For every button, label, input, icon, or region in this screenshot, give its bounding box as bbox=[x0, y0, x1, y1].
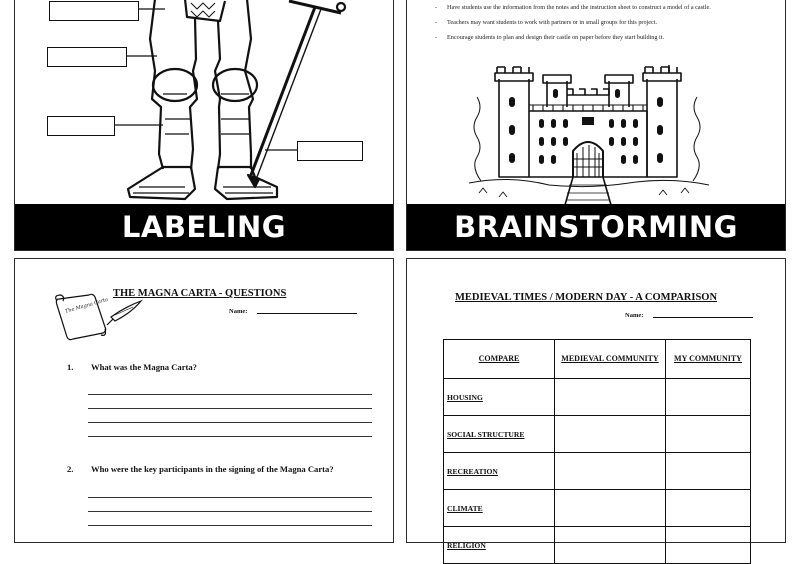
name-label: Name: bbox=[625, 312, 644, 319]
name-line bbox=[257, 313, 357, 314]
worksheet-title: THE MAGNA CARTA - QUESTIONS bbox=[113, 288, 287, 299]
table-cell bbox=[666, 527, 751, 564]
row-label: SOCIAL STRUCTURE bbox=[444, 416, 555, 453]
instruction-item: - Have students use the information from the notes and the instruction sheet to construct a model of a castle. bbox=[429, 4, 773, 12]
castle-illustration bbox=[469, 67, 709, 207]
scroll-quill-icon bbox=[53, 293, 143, 343]
table-row bbox=[444, 379, 751, 416]
answer-line bbox=[88, 408, 372, 409]
labeling-panel bbox=[14, 0, 394, 251]
table-cell bbox=[666, 416, 751, 453]
question-item bbox=[67, 464, 334, 474]
table-cell bbox=[555, 490, 666, 527]
column-header: COMPARE bbox=[444, 340, 555, 379]
name-line bbox=[653, 317, 753, 318]
table-row bbox=[444, 490, 751, 527]
table-row bbox=[444, 453, 751, 490]
instruction-item: - Encourage students to plan and design their castle on paper before they start building it. bbox=[429, 34, 773, 42]
name-field bbox=[229, 308, 357, 315]
table-cell bbox=[555, 453, 666, 490]
question-text: What was the Magna Carta? bbox=[91, 362, 197, 372]
table-row bbox=[444, 416, 751, 453]
questions-panel bbox=[14, 258, 394, 543]
row-label: RECREATION bbox=[444, 453, 555, 490]
name-label: Name: bbox=[229, 308, 248, 315]
comparison-table bbox=[443, 339, 751, 564]
table-cell bbox=[666, 453, 751, 490]
table-cell bbox=[666, 490, 751, 527]
answer-line bbox=[88, 394, 372, 395]
question-number: 1. bbox=[67, 362, 74, 372]
name-field bbox=[625, 312, 753, 319]
question-number: 2. bbox=[67, 464, 74, 474]
question-item bbox=[67, 362, 197, 372]
comparison-panel bbox=[406, 258, 786, 550]
instruction-item: - Teachers may want students to work with partners or in small groups for this project. bbox=[429, 19, 773, 27]
row-label: HOUSING bbox=[444, 379, 555, 416]
row-label: CLIMATE bbox=[444, 490, 555, 527]
label-box bbox=[49, 1, 139, 21]
label-box bbox=[47, 116, 115, 136]
table-row bbox=[444, 527, 751, 564]
answer-line bbox=[88, 511, 372, 512]
label-box bbox=[47, 47, 127, 67]
table-cell bbox=[555, 379, 666, 416]
row-label: RELIGION bbox=[444, 527, 555, 564]
scroll-text: The Magna Carta bbox=[64, 296, 109, 315]
table-cell bbox=[666, 379, 751, 416]
instruction-list bbox=[429, 4, 773, 49]
table-cell bbox=[555, 527, 666, 564]
answer-line bbox=[88, 497, 372, 498]
brainstorming-banner: BRAINSTORMING bbox=[407, 204, 785, 250]
worksheet-title: MEDIEVAL TIMES / MODERN DAY - A COMPARISON bbox=[455, 292, 718, 303]
answer-line bbox=[88, 436, 372, 437]
knight-illustration bbox=[15, 0, 395, 209]
column-header: MY COMMUNITY bbox=[666, 340, 751, 379]
table-header-row bbox=[444, 340, 751, 379]
answer-line bbox=[88, 422, 372, 423]
label-box bbox=[297, 141, 363, 161]
column-header: MEDIEVAL COMMUNITY bbox=[555, 340, 666, 379]
labeling-banner: LABELING bbox=[15, 204, 393, 250]
table-cell bbox=[555, 416, 666, 453]
question-text: Who were the key participants in the signing of the Magna Carta? bbox=[91, 464, 334, 474]
brainstorming-panel bbox=[406, 0, 786, 251]
answer-line bbox=[88, 525, 372, 526]
